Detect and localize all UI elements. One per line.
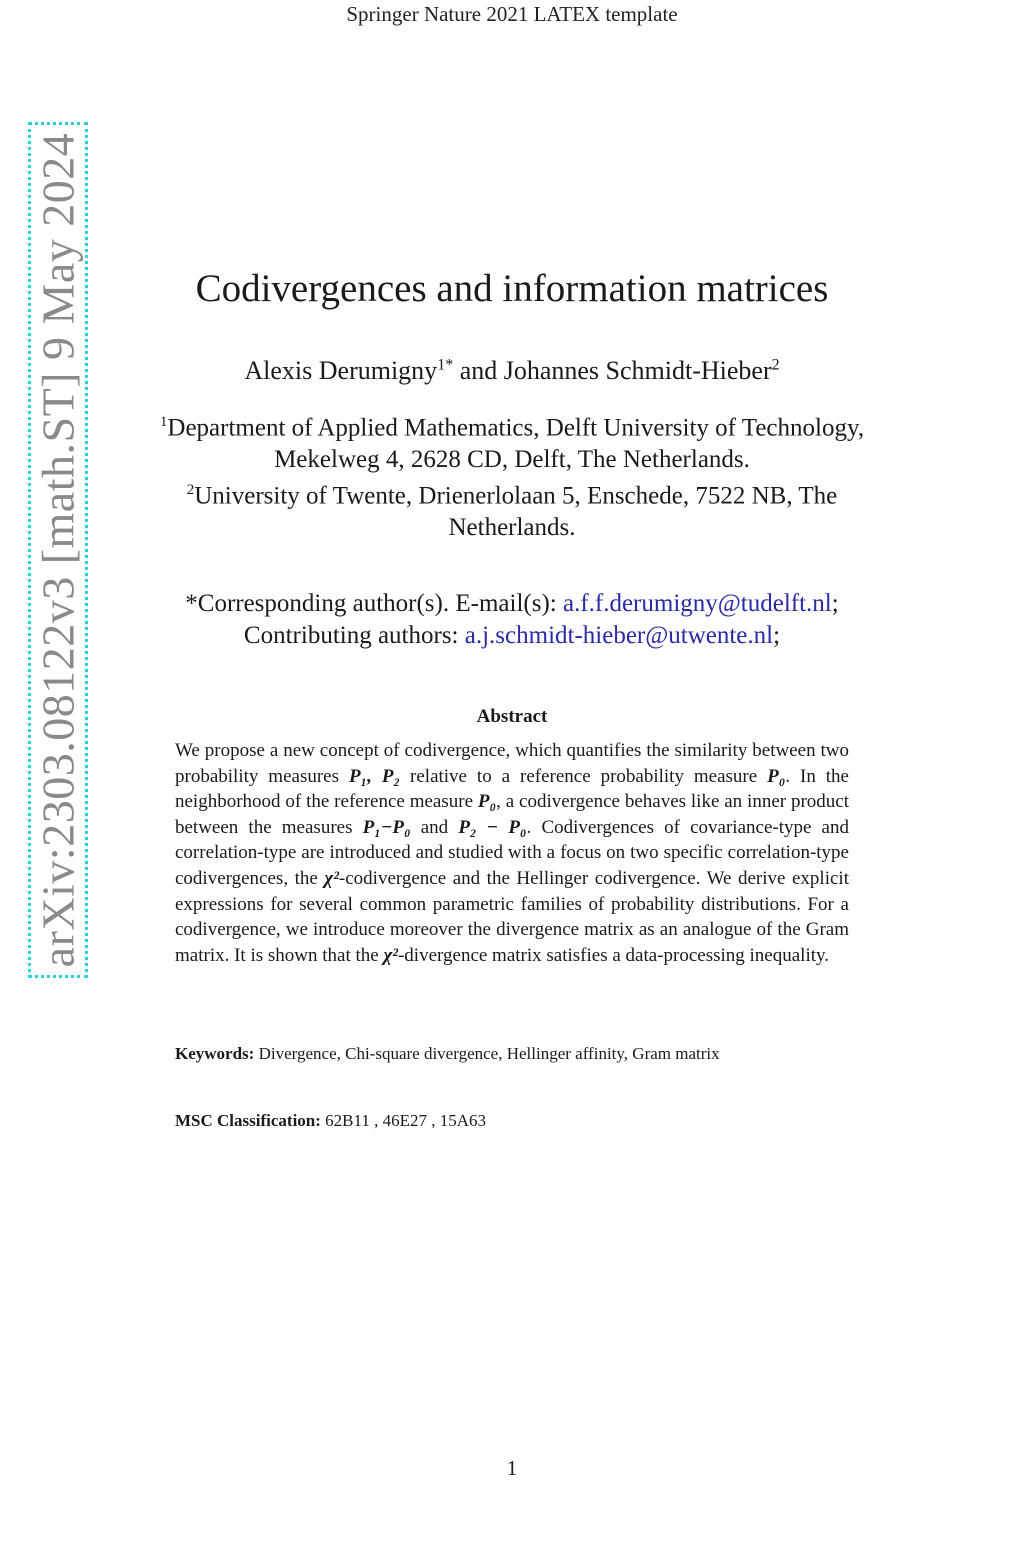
abstract-text: -codivergence and the Hellinger codivergence. We derive explicit expressions for several common parametric families of probability distributions. For a codivergence, we introduce moreover the divergence matrix as an analogue of the Gram matrix. It is shown that the	[175, 867, 849, 966]
corresponding-email-link[interactable]: a.f.f.derumigny@tudelft.nl	[562, 590, 832, 617]
contributing-email-link[interactable]: a.j.schmidt-hieber@utwente.nl	[464, 622, 774, 649]
author-1-marks: 1*	[437, 356, 454, 374]
corresponding-author-line	[0, 588, 1024, 620]
contributing-separator: ;	[773, 622, 781, 649]
abstract-math: P₀	[767, 765, 786, 787]
keywords-block	[175, 1042, 849, 1065]
abstract-text: , a codivergence behaves like an inner product between the measures	[175, 791, 849, 838]
contributing-authors-line	[0, 620, 1024, 652]
author-2-marks: 2	[771, 356, 780, 374]
contributing-label: Contributing authors:	[243, 622, 459, 649]
msc-block	[175, 1109, 849, 1132]
affiliation-2-mark: 2	[186, 482, 195, 499]
corresponding-label: *Corresponding author(s). E-mail(s):	[185, 590, 557, 617]
abstract-math: P₂ − P₀	[458, 816, 527, 838]
paper-title: Codivergences and information matrices	[195, 267, 829, 310]
affiliation-2	[140, 475, 884, 543]
author-name-1: Alexis Derumigny	[244, 356, 438, 385]
keywords-text: Divergence, Chi-square divergence, Hellinger affinity, Gram matrix	[258, 1044, 720, 1063]
arxiv-identifier: arXiv:2303.08122v3 [math.ST] 9 May 2024	[32, 132, 84, 968]
msc-label: MSC Classification:	[175, 1111, 321, 1130]
affiliation-1-text: Department of Applied Mathematics, Delft University of Technology, Mekelweg 4, 2628 CD, Delft, The Netherlands.	[167, 414, 865, 473]
correspondence-block	[0, 588, 1024, 652]
abstract-text: -divergence matrix satisfies a data-processing inequality.	[397, 944, 830, 966]
affiliations	[140, 407, 884, 544]
abstract-text: . In the neighborhood of the reference measure	[175, 765, 849, 813]
affiliation-1	[140, 407, 884, 475]
keywords-label: Keywords:	[175, 1044, 255, 1063]
abstract-heading: Abstract	[476, 706, 548, 727]
abstract-math: χ²	[324, 867, 339, 889]
page-number: 1	[506, 1456, 518, 1480]
abstract-text: and	[410, 816, 459, 838]
abstract-text: relative to a reference probability measure	[400, 765, 768, 787]
abstract-body	[175, 738, 849, 968]
arxiv-sidebar-stamp[interactable]	[28, 122, 88, 978]
abstract-math: P₁−P₀	[362, 816, 411, 838]
abstract-math: χ²	[383, 944, 398, 966]
abstract-text: We propose a new concept of codivergence, which quantifies the similarity between two probability measures	[175, 740, 849, 787]
abstract-math: P₀	[477, 791, 497, 813]
abstract-text: . Codivergences of covariance-type and correlation-type are introduced and studied with a focus on two specific correlation-type codivergences, the	[175, 816, 849, 889]
corresponding-separator: ;	[831, 590, 839, 617]
author-name-2: Johannes Schmidt-Hieber	[503, 356, 772, 385]
running-header: Springer Nature 2021 LATEX template	[346, 2, 678, 26]
affiliation-1-mark: 1	[159, 414, 168, 430]
author-connector: and	[459, 356, 498, 385]
affiliation-2-text: University of Twente, Drienerlolaan 5, Enschede, 7522 NB, The Netherlands.	[194, 482, 838, 542]
abstract-math: P₁, P₂	[348, 765, 401, 787]
msc-text: 62B11 , 46E27 , 15A63	[325, 1111, 487, 1130]
author-list	[0, 356, 1024, 386]
